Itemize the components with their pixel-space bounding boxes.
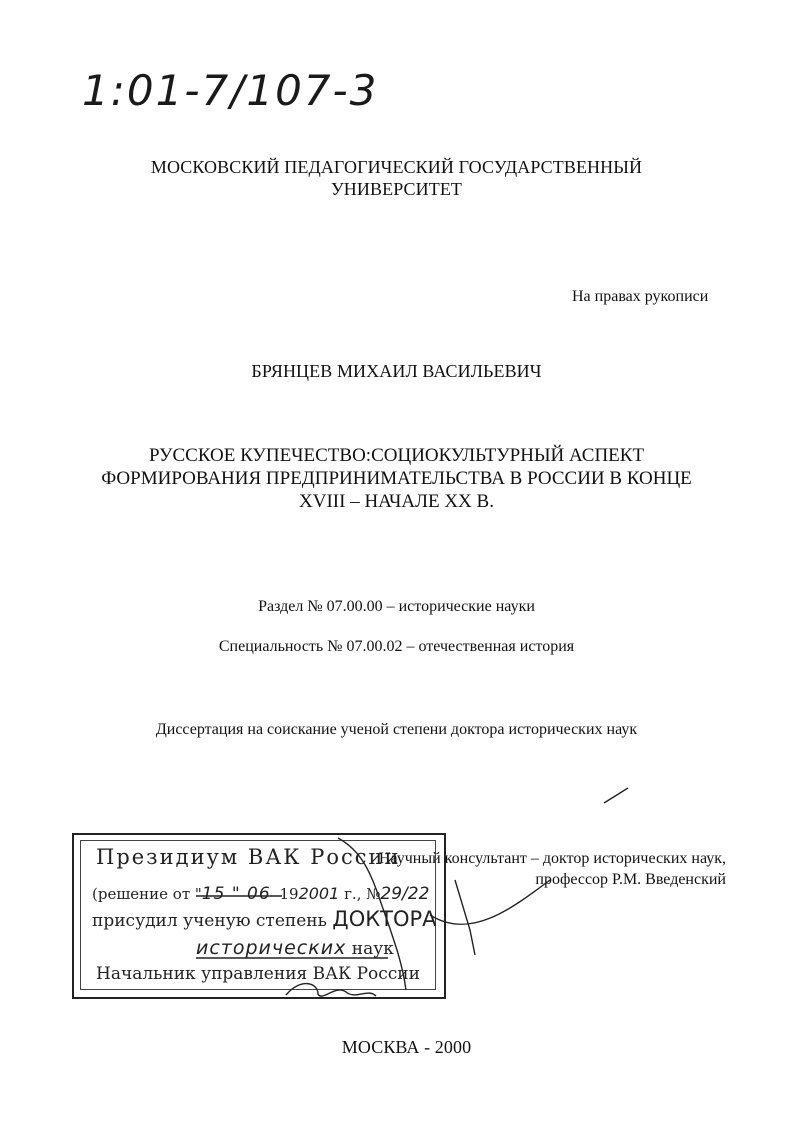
stamp-awarded-text: присудил ученую степень (92, 911, 327, 931)
author-name: БРЯНЦЕВ МИХАИЛ ВАСИЛЬЕВИЧ (251, 361, 542, 381)
specialty-code: Специальность № 07.00.02 – отечественная история (218, 638, 575, 655)
university-line-2: УНИВЕРСИТЕТ (330, 179, 463, 199)
chief-signature (286, 984, 376, 997)
city-year: МОСКВА - 2000 (341, 1037, 472, 1057)
dissertation-title-line-3: XVIII – НАЧАЛЕ XX В. (299, 491, 494, 512)
dissertation-title-line-1: РУССКОЕ КУПЕЧЕСТВО:СОЦИОКУЛЬТУРНЫЙ АСПЕКТ (148, 445, 645, 466)
signature-stroke-right (430, 880, 550, 924)
stamp-year-handwritten: 2001 (298, 884, 340, 903)
manuscript-rights-note: На правах рукописи (572, 288, 709, 305)
stamp-year-prefix: 19 (279, 885, 299, 903)
dissertation-title-line-2: ФОРМИРОВАНИЯ ПРЕДПРИНИМАТЕЛЬСТВА В РОССИИ В КОНЦЕ (101, 468, 692, 489)
stamp-degree: ДОКТОРА (332, 907, 437, 931)
stamp-decision-date-handwritten: 15 " 06 (201, 884, 271, 904)
stamp-g-number-label: г., № (344, 885, 381, 903)
stamp-title: Президиум ВАК России (96, 845, 401, 869)
degree-statement: Диссертация на соискание ученой степени доктора исторических наук (155, 721, 638, 738)
scientific-consultant: Научный консультант – доктор исторических наук, (378, 850, 726, 867)
stamp-field-handwritten: исторических (196, 937, 347, 959)
stamp-field-suffix: наук (351, 939, 394, 959)
pen-tick-mark (604, 788, 628, 803)
stamp-decision-number-handwritten: 29/22 (380, 884, 430, 904)
consultant-name: профессор Р.М. Введенский (535, 871, 726, 888)
stamp-decision-prefix: (решение от " (92, 885, 202, 903)
archive-code-handwritten: 1:01-7/107-3 (82, 66, 379, 115)
section-code: Раздел № 07.00.00 – исторические науки (258, 598, 535, 615)
stamp-chief-line: Начальник управления ВАК России (96, 964, 420, 984)
university-line-1: МОСКОВСКИЙ ПЕДАГОГИЧЕСКИЙ ГОСУДАРСТВЕННЫЙ (150, 157, 643, 177)
signature-stroke-long (338, 838, 406, 990)
signature-stroke-vertical (455, 880, 475, 955)
